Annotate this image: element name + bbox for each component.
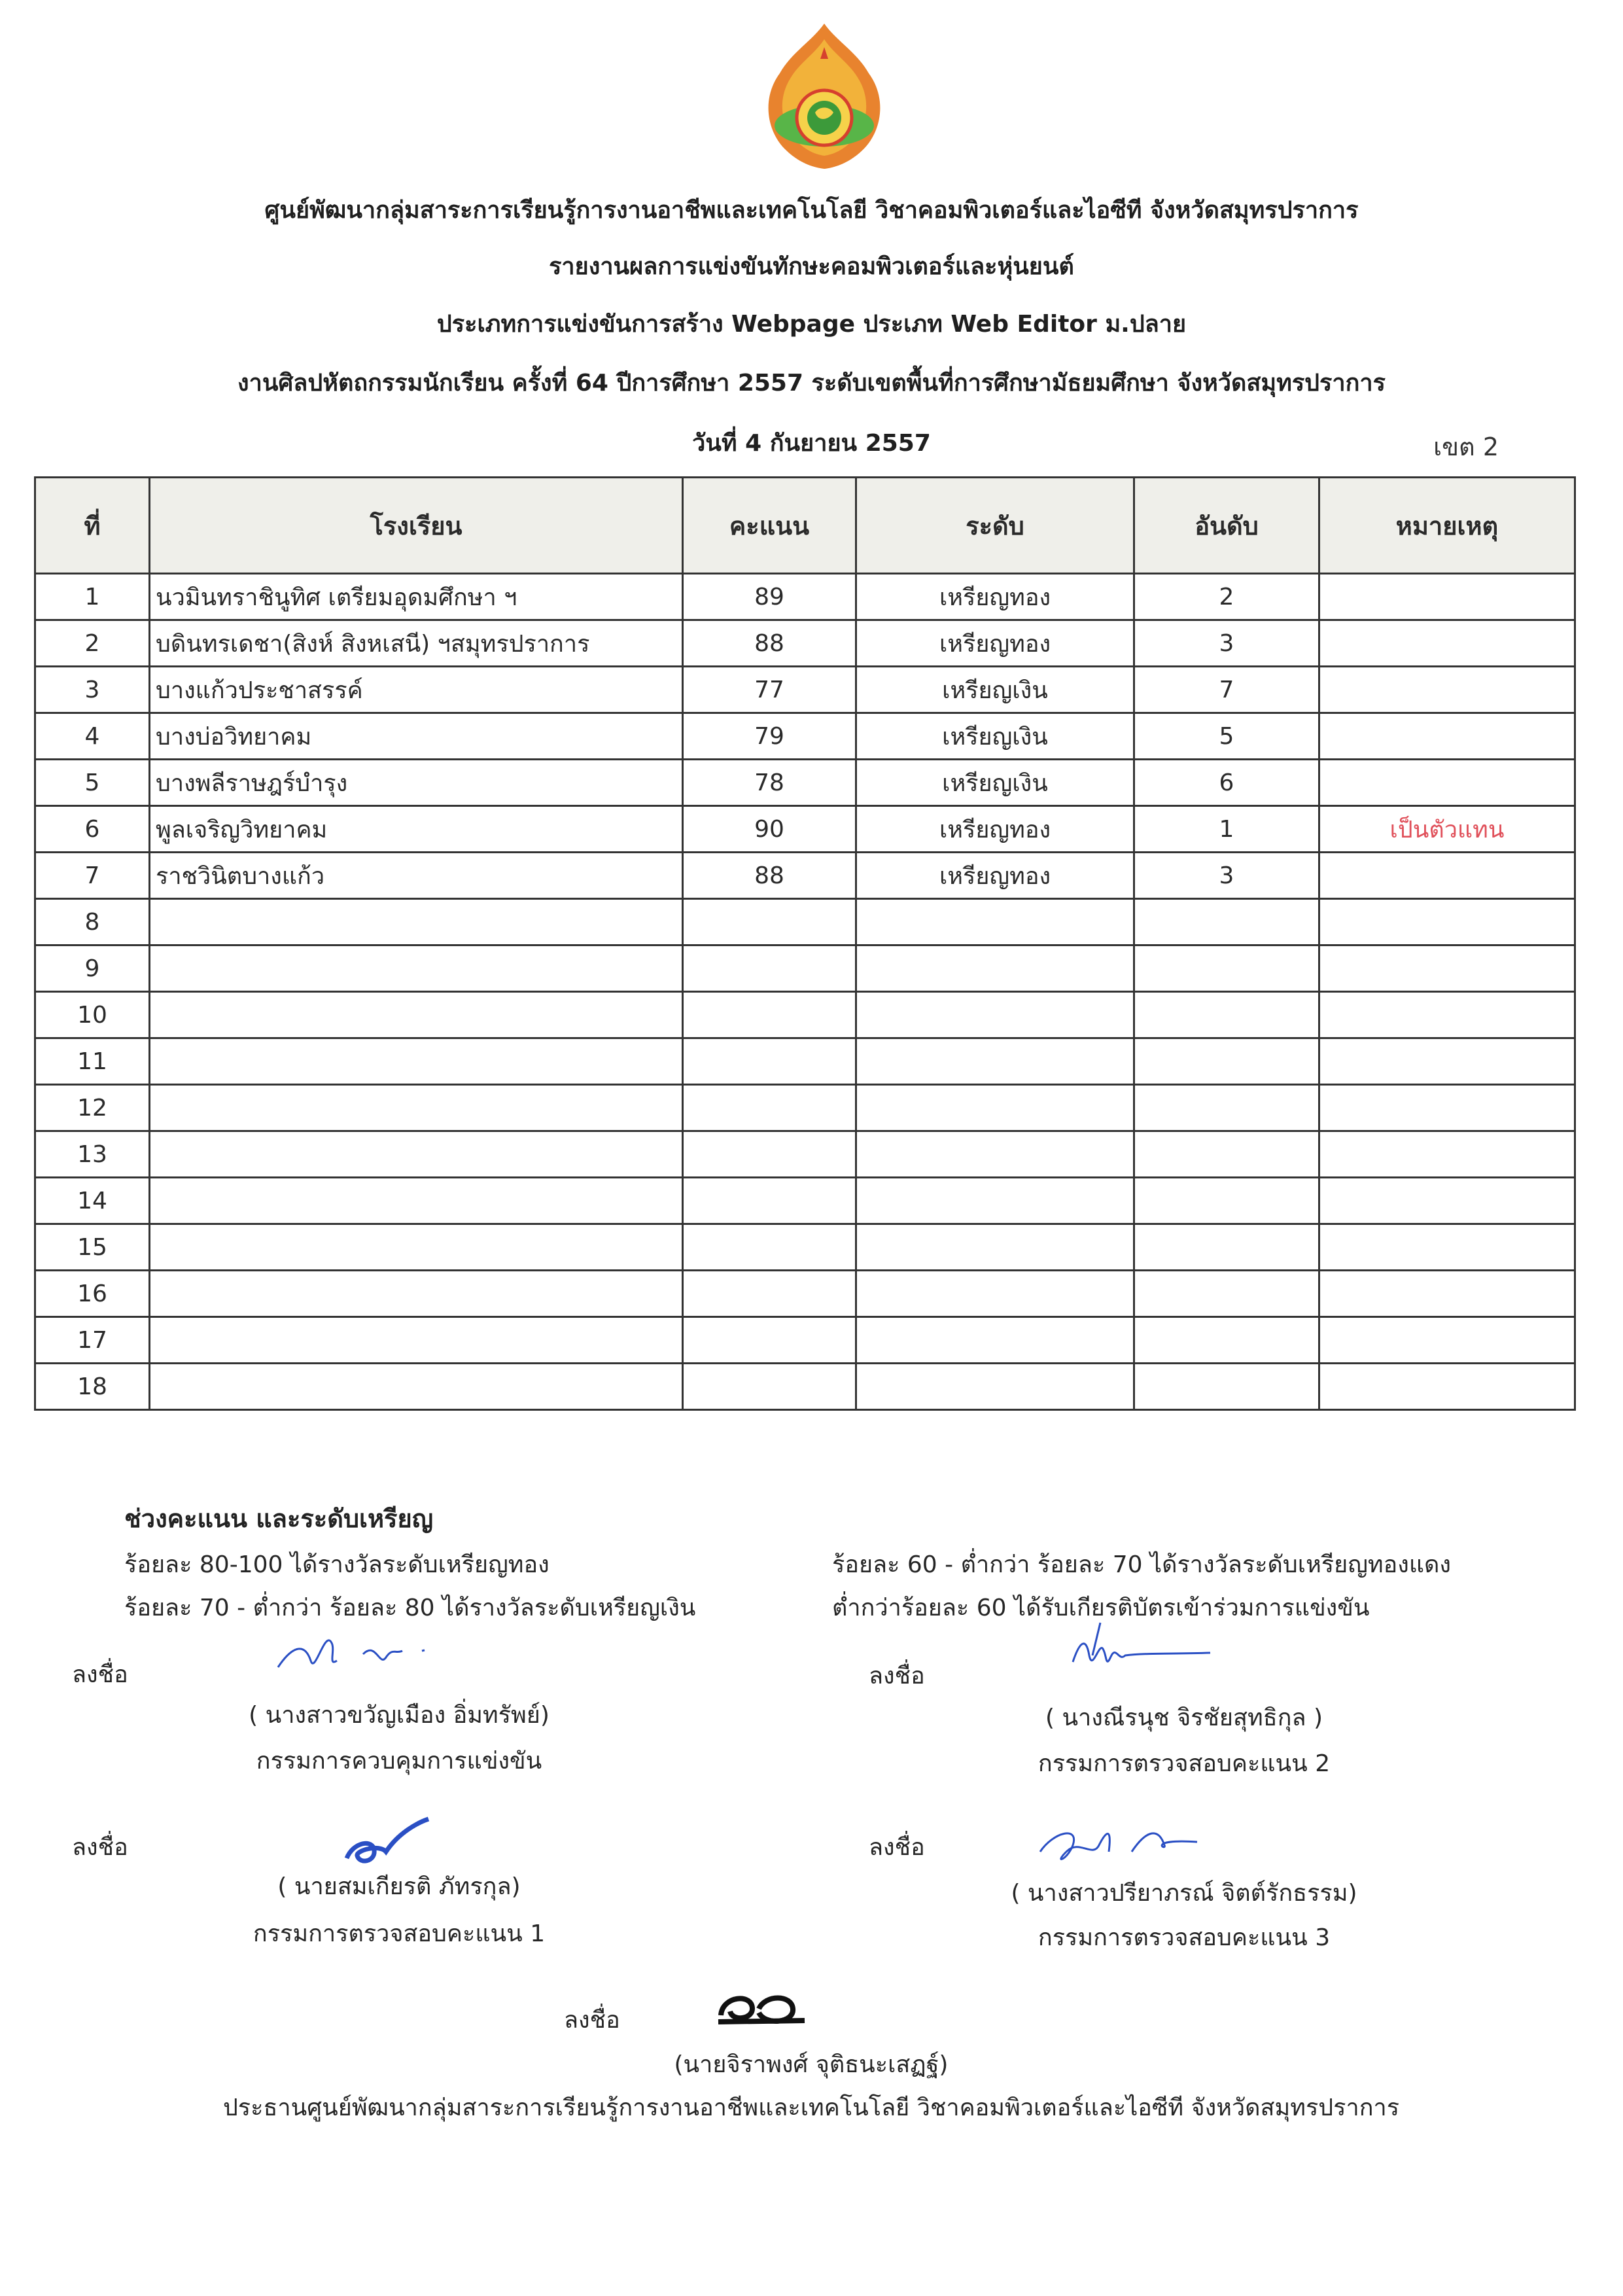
- cell-note: [1319, 992, 1575, 1038]
- cell-school: [150, 1224, 683, 1271]
- sign-label-chair: ลงชื่อ: [564, 2007, 620, 2034]
- cell-school: [150, 1317, 683, 1364]
- signer-4-name: ( นางสาวปรียาภรณ์ จิตต์รักธรรม): [1011, 1880, 1357, 1907]
- cell-score: [683, 1178, 856, 1224]
- header-organization: ศูนย์พัฒนากลุ่มสาระการเรียนรู้การงานอาชีพและเทคโนโลยี วิชาคอมพิวเตอร์และไอซีที จังหวัดสมุทรปราการ: [264, 197, 1359, 224]
- cell-no: 15: [35, 1224, 150, 1271]
- header-competition-type: ประเภทการแข่งขันการสร้าง Webpage ประเภท Web Editor ม.ปลาย: [436, 311, 1187, 338]
- cell-score: [683, 1317, 856, 1364]
- cell-score: 90: [683, 806, 856, 853]
- cell-rank: [1134, 1317, 1319, 1364]
- cell-no: 18: [35, 1364, 150, 1410]
- cell-note: [1319, 899, 1575, 945]
- cell-note: เป็นตัวแทน: [1319, 806, 1575, 853]
- table-row: [35, 806, 1575, 853]
- results-table: [34, 476, 1576, 1411]
- cell-rank: 3: [1134, 620, 1319, 667]
- table-row: [35, 992, 1575, 1038]
- col-header-rank: อันดับ: [1134, 478, 1319, 574]
- col-header-level: ระดับ: [856, 478, 1134, 574]
- sign-label-2: ลงชื่อ: [869, 1663, 925, 1689]
- cell-level: [856, 1131, 1134, 1178]
- cell-level: [856, 1317, 1134, 1364]
- table-row: [35, 899, 1575, 945]
- criteria-gold: ร้อยละ 80-100 ได้รางวัลระดับเหรียญทอง: [124, 1551, 550, 1578]
- cell-no: 7: [35, 853, 150, 899]
- cell-note: [1319, 760, 1575, 806]
- cell-score: 89: [683, 574, 856, 620]
- cell-school: นวมินทราชินูทิศ เตรียมอุดมศึกษา ฯ: [150, 574, 683, 620]
- table-row: [35, 853, 1575, 899]
- cell-rank: [1134, 1131, 1319, 1178]
- signature-1: [265, 1621, 461, 1680]
- cell-level: [856, 1085, 1134, 1131]
- col-header-score: คะแนน: [683, 478, 856, 574]
- table-row: [35, 760, 1575, 806]
- cell-no: 14: [35, 1178, 150, 1224]
- cell-level: [856, 1224, 1134, 1271]
- criteria-participation: ต่ำกว่าร้อยละ 60 ได้รับเกียรติบัตรเข้าร่วมการแข่งขัน: [832, 1595, 1370, 1621]
- criteria-silver: ร้อยละ 70 - ต่ำกว่า ร้อยละ 80 ได้รางวัลระดับเหรียญเงิน: [124, 1595, 696, 1621]
- sign-label-3: ลงชื่อ: [72, 1834, 128, 1861]
- table-header-row: [35, 478, 1575, 574]
- cell-score: [683, 1085, 856, 1131]
- signer-2-role: กรรมการตรวจสอบคะแนน 2: [1038, 1750, 1331, 1777]
- cell-no: 1: [35, 574, 150, 620]
- cell-score: [683, 1364, 856, 1410]
- col-header-note: หมายเหตุ: [1319, 478, 1575, 574]
- cell-no: 3: [35, 667, 150, 713]
- cell-note: [1319, 620, 1575, 667]
- cell-school: [150, 1085, 683, 1131]
- cell-school: [150, 1131, 683, 1178]
- table-row: [35, 574, 1575, 620]
- criteria-title: ช่วงคะแนน และระดับเหรียญ: [124, 1504, 434, 1533]
- signature-2: [1060, 1616, 1217, 1688]
- cell-school: บางพลีราษฎร์บำรุง: [150, 760, 683, 806]
- col-header-school: โรงเรียน: [150, 478, 683, 574]
- table-row: [35, 1224, 1575, 1271]
- cell-school: [150, 992, 683, 1038]
- cell-school: พูลเจริญวิทยาคม: [150, 806, 683, 853]
- cell-no: 9: [35, 945, 150, 992]
- cell-school: [150, 899, 683, 945]
- cell-rank: 7: [1134, 667, 1319, 713]
- cell-no: 8: [35, 899, 150, 945]
- cell-level: เหรียญเงิน: [856, 760, 1134, 806]
- signer-4-role: กรรมการตรวจสอบคะแนน 3: [1038, 1924, 1331, 1951]
- table-row: [35, 667, 1575, 713]
- cell-rank: [1134, 899, 1319, 945]
- cell-note: [1319, 1131, 1575, 1178]
- table-row: [35, 1364, 1575, 1410]
- cell-note: [1319, 945, 1575, 992]
- cell-note: [1319, 1317, 1575, 1364]
- cell-school: [150, 1364, 683, 1410]
- signature-3: [334, 1812, 438, 1871]
- cell-level: [856, 1178, 1134, 1224]
- col-header-no: ที่: [35, 478, 150, 574]
- cell-no: 5: [35, 760, 150, 806]
- cell-rank: [1134, 1085, 1319, 1131]
- header-event: งานศิลปหัตถกรรมนักเรียน ครั้งที่ 64 ปีการศึกษา 2557 ระดับเขตพื้นที่การศึกษามัธยมศึกษา จังหวัดสมุทรปราการ: [237, 370, 1386, 397]
- cell-no: 13: [35, 1131, 150, 1178]
- cell-school: [150, 1038, 683, 1085]
- cell-level: เหรียญเงิน: [856, 667, 1134, 713]
- cell-rank: 5: [1134, 713, 1319, 760]
- table-row: [35, 945, 1575, 992]
- cell-rank: 6: [1134, 760, 1319, 806]
- cell-school: บดินทรเดชา(สิงห์ สิงหเสนี) ฯสมุทรปราการ: [150, 620, 683, 667]
- signer-2-name: ( นางณีรนุช จิรชัยสุทธิกุล ): [1045, 1704, 1323, 1731]
- cell-rank: [1134, 1038, 1319, 1085]
- cell-level: [856, 1038, 1134, 1085]
- cell-level: [856, 992, 1134, 1038]
- cell-rank: [1134, 1178, 1319, 1224]
- chair-role: ประธานศูนย์พัฒนากลุ่มสาระการเรียนรู้การงานอาชีพและเทคโนโลยี วิชาคอมพิวเตอร์และไอซีที จังหวัดสมุทรปราการ: [222, 2094, 1400, 2121]
- table-row: [35, 620, 1575, 667]
- table-row: [35, 713, 1575, 760]
- table-row: [35, 1085, 1575, 1131]
- cell-level: [856, 945, 1134, 992]
- cell-score: [683, 992, 856, 1038]
- signer-3-role: กรรมการตรวจสอบคะแนน 1: [253, 1920, 546, 1947]
- chair-name: (นายจิราพงศ์ จุติธนะเสฏฐ์): [674, 2051, 949, 2078]
- signer-1-name: ( นางสาวขวัญเมือง อิ่มทรัพย์): [249, 1702, 550, 1729]
- cell-note: [1319, 667, 1575, 713]
- cell-score: 88: [683, 620, 856, 667]
- header-report-title: รายงานผลการแข่งขันทักษะคอมพิวเตอร์และหุ่นยนต์: [549, 253, 1074, 280]
- cell-rank: [1134, 992, 1319, 1038]
- cell-note: [1319, 1085, 1575, 1131]
- cell-level: เหรียญทอง: [856, 806, 1134, 853]
- signer-3-name: ( นายสมเกียรติ ภัทรกุล): [277, 1873, 521, 1900]
- cell-level: เหรียญทอง: [856, 853, 1134, 899]
- cell-score: [683, 899, 856, 945]
- cell-score: [683, 945, 856, 992]
- cell-score: 79: [683, 713, 856, 760]
- table-row: [35, 1178, 1575, 1224]
- table-row: [35, 1131, 1575, 1178]
- table-row: [35, 1038, 1575, 1085]
- cell-level: [856, 899, 1134, 945]
- cell-note: [1319, 853, 1575, 899]
- criteria-bronze: ร้อยละ 60 - ต่ำกว่า ร้อยละ 70 ได้รางวัลระดับเหรียญทองแดง: [832, 1551, 1452, 1578]
- cell-note: [1319, 1271, 1575, 1317]
- signer-1-role: กรรมการควบคุมการแข่งขัน: [256, 1748, 542, 1775]
- sign-label-1: ลงชื่อ: [72, 1661, 128, 1688]
- cell-note: [1319, 1364, 1575, 1410]
- cell-no: 2: [35, 620, 150, 667]
- cell-school: [150, 945, 683, 992]
- sign-label-4: ลงชื่อ: [869, 1834, 925, 1861]
- cell-school: [150, 1178, 683, 1224]
- cell-no: 11: [35, 1038, 150, 1085]
- cell-score: 78: [683, 760, 856, 806]
- cell-level: เหรียญเงิน: [856, 713, 1134, 760]
- cell-note: [1319, 1224, 1575, 1271]
- signature-4: [1027, 1812, 1223, 1871]
- cell-level: เหรียญทอง: [856, 574, 1134, 620]
- cell-rank: 1: [1134, 806, 1319, 853]
- cell-school: บางบ่อวิทยาคม: [150, 713, 683, 760]
- cell-score: [683, 1131, 856, 1178]
- cell-rank: 2: [1134, 574, 1319, 620]
- cell-no: 12: [35, 1085, 150, 1131]
- office-emblem-logo: [759, 21, 890, 171]
- cell-note: [1319, 1038, 1575, 1085]
- cell-no: 16: [35, 1271, 150, 1317]
- cell-note: [1319, 574, 1575, 620]
- cell-note: [1319, 713, 1575, 760]
- cell-score: [683, 1271, 856, 1317]
- cell-rank: [1134, 1224, 1319, 1271]
- cell-no: 17: [35, 1317, 150, 1364]
- cell-score: [683, 1038, 856, 1085]
- cell-rank: [1134, 1364, 1319, 1410]
- cell-no: 4: [35, 713, 150, 760]
- cell-rank: [1134, 945, 1319, 992]
- cell-no: 10: [35, 992, 150, 1038]
- zone-label: เขต 2: [1433, 433, 1499, 461]
- cell-rank: [1134, 1271, 1319, 1317]
- cell-level: [856, 1271, 1134, 1317]
- cell-school: ราชวินิตบางแก้ว: [150, 853, 683, 899]
- cell-score: [683, 1224, 856, 1271]
- cell-level: เหรียญทอง: [856, 620, 1134, 667]
- cell-score: 77: [683, 667, 856, 713]
- signature-chair: [713, 1983, 811, 2035]
- cell-school: [150, 1271, 683, 1317]
- cell-note: [1319, 1178, 1575, 1224]
- cell-rank: 3: [1134, 853, 1319, 899]
- header-date: วันที่ 4 กันยายน 2557: [692, 430, 931, 457]
- cell-no: 6: [35, 806, 150, 853]
- cell-score: 88: [683, 853, 856, 899]
- cell-school: บางแก้วประชาสรรค์: [150, 667, 683, 713]
- table-row: [35, 1271, 1575, 1317]
- table-row: [35, 1317, 1575, 1364]
- cell-level: [856, 1364, 1134, 1410]
